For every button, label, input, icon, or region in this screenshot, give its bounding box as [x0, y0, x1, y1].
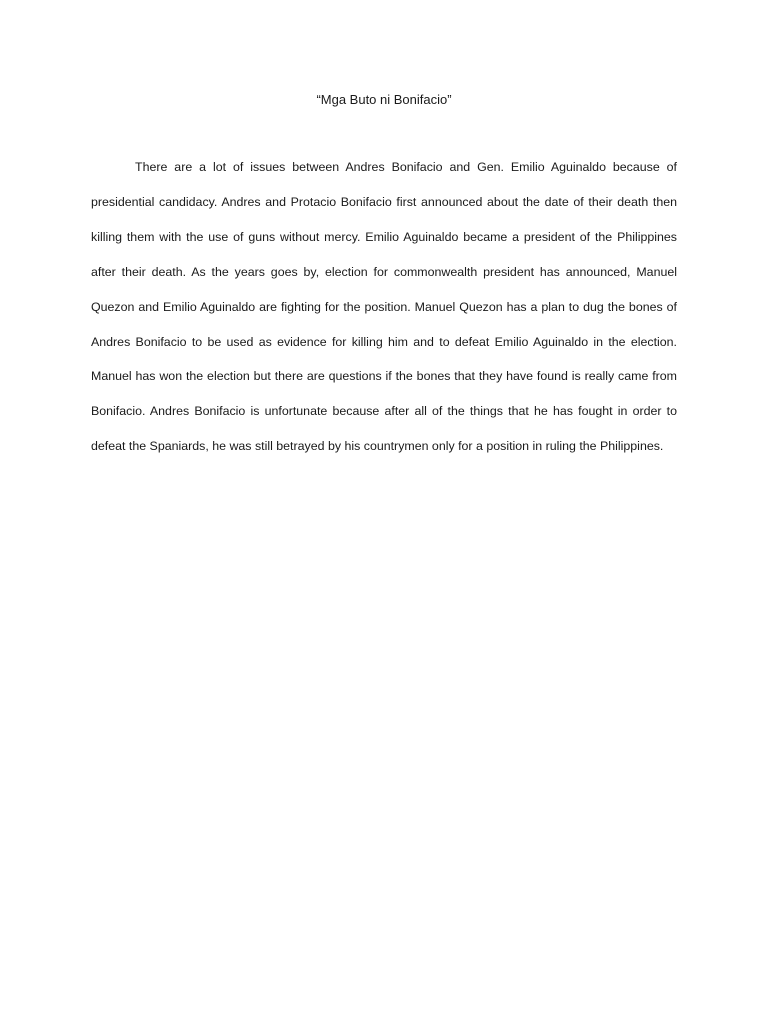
- document-title: “Mga Buto ni Bonifacio”: [316, 92, 452, 107]
- document-paragraph: There are a lot of issues between Andres Bonifacio and Gen. Emilio Aguinaldo because of presidential candidacy. Andres and Protacio Bonifacio first announced about the date of their death then killing them with the use of guns without mercy. Emilio Aguinaldo became a president of the Philippines after their death. As the years goes by, election for commonwealth president has announced, Manuel Quezon and Emilio Aguinaldo are fighting for the position. Manuel Quezon has a plan to dug the bones of Andres Bonifacio to be used as evidence for killing him and to defeat Emilio Aguinaldo in the election. Manuel has won the election but there are questions if the bones that they have found is really came from Bonifacio. Andres Bonifacio is unfortunate because after all of the things that he has fought in order to defeat the Spaniards, he was still betrayed by his countrymen only for a position in ruling the Philippines.: [91, 160, 677, 454]
